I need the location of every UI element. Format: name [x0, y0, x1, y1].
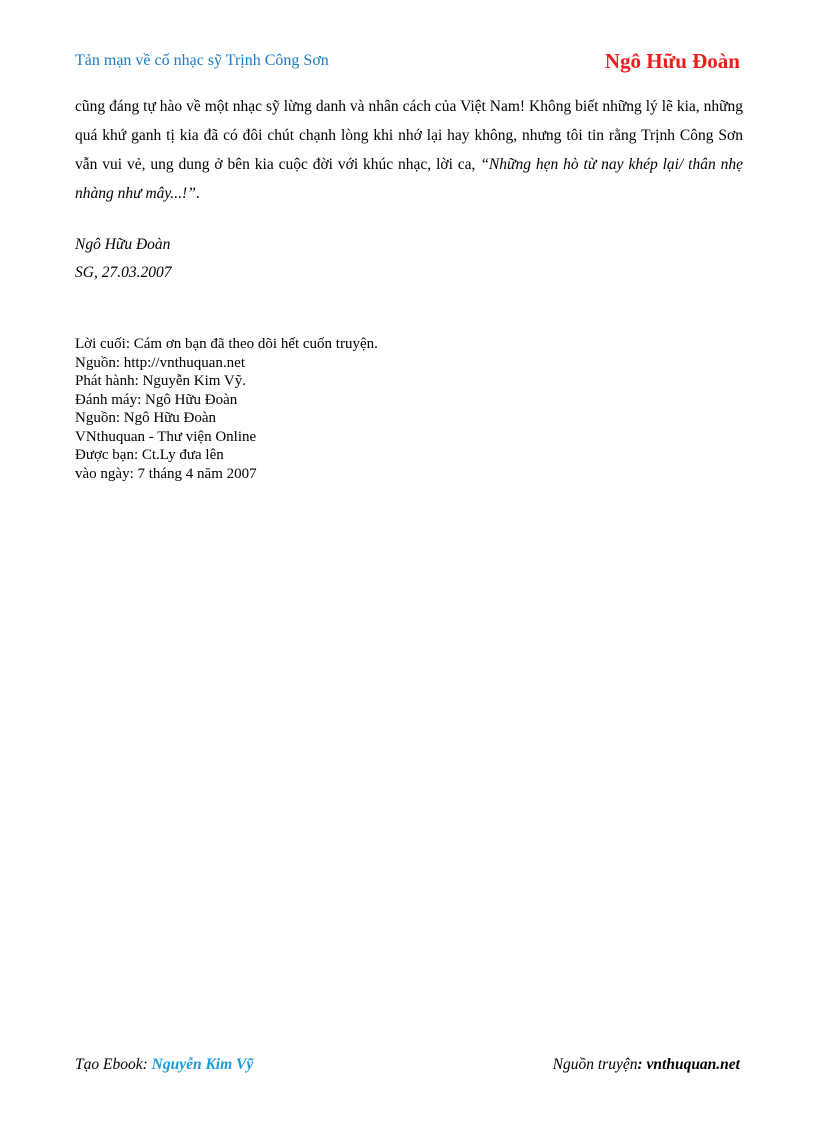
page-header-author: Ngô Hữu Đoàn — [604, 49, 740, 73]
credits-line: Phát hành: Nguyễn Kim Vỹ. — [75, 373, 246, 389]
footer-ebook-separator: : — [142, 1056, 152, 1073]
credits-line: vào ngày: 7 tháng 4 năm 2007 — [75, 465, 257, 482]
signature-place-date: SG, 27.03.2007 — [75, 264, 172, 281]
footer-source-separator: : — [637, 1056, 647, 1073]
credits-line: Nguồn: Ngô Hữu Đoàn — [75, 410, 217, 426]
body-quote: “Những hẹn hò từ nay khép lại/ thân nhẹ nhàng như mây...!” — [75, 156, 743, 202]
footer-ebook-label: Tạo Ebook — [75, 1056, 143, 1073]
body-paragraph — [75, 92, 743, 208]
signature-name: Ngô Hữu Đoàn — [75, 236, 171, 253]
body-end: . — [195, 185, 200, 202]
credits-line: Đánh máy: Ngô Hữu Đoàn — [75, 391, 238, 408]
credits-line: Nguồn: http://vnthuquan.net — [75, 354, 245, 371]
body-text: cũng đáng tự hào về một nhạc sỹ lừng danh và nhân cách của Việt Nam! Không biết những lý lẽ kia, những quá khứ ganh tị kia đã có đôi chút chạnh lòng khi nhớ lại hay không, nhưng tôi tin rằng Trịnh Công Sơn vẫn vui vẻ, ung dung ở bên kia cuộc đời với khúc nhạc, lời ca, — [75, 98, 743, 173]
credits-line: VNthuquan - Thư viện Online — [75, 428, 257, 445]
credits-line: Được bạn: Ct.Ly đưa lên — [75, 447, 224, 463]
credits-block — [75, 335, 378, 483]
footer-source-label: Nguồn truyện — [552, 1056, 638, 1073]
page-header-title: Tản mạn về cố nhạc sỹ Trịnh Công Sơn — [75, 52, 329, 69]
signature-block — [75, 231, 171, 287]
credits-line: Lời cuối: Cám ơn bạn đã theo dõi hết cuốn truyện. — [75, 336, 378, 352]
footer-source-credit — [553, 1056, 740, 1074]
footer-ebook-credit — [75, 1056, 253, 1074]
footer-source-site: vnthuquan.net — [646, 1056, 740, 1073]
footer-creator-name: Nguyễn Kim Vỹ — [151, 1056, 254, 1073]
